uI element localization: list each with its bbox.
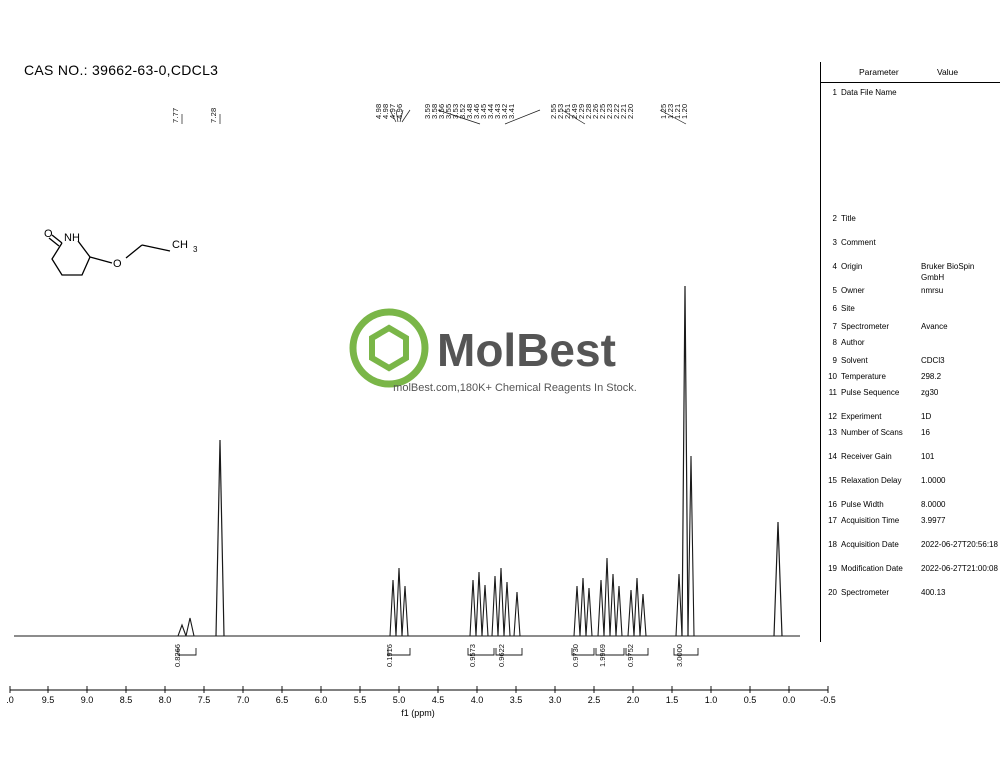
peak-label: 3.55 (444, 103, 453, 119)
peak-label: 3.44 (486, 103, 495, 119)
row-value: zg30 (921, 388, 939, 397)
nmr-spectrum-plot (0, 80, 820, 667)
row-value: Avance (921, 322, 948, 331)
peak-label: 1.21 (673, 103, 682, 119)
page-title: CAS NO.: 39662-63-0,CDCL3 (24, 62, 219, 78)
row-name: Relaxation Delay (841, 476, 902, 485)
row-index: 7 (832, 322, 837, 331)
structure-label-o1: O (44, 228, 53, 240)
row-name: Spectrometer (841, 588, 890, 597)
integral-label: 3.0000 (675, 644, 684, 667)
row-value: 8.0000 (921, 500, 946, 509)
row-name: Number of Scans (841, 428, 903, 437)
row-index: 9 (832, 356, 837, 365)
row-name: Pulse Sequence (841, 388, 900, 397)
peak-label: 2.53 (556, 103, 565, 119)
peak-label: 3.53 (451, 103, 460, 119)
row-index: 6 (832, 304, 837, 313)
axis-tick: 5.0 (392, 695, 406, 705)
structure-label-o2: O (113, 258, 122, 270)
row-index: 11 (828, 388, 837, 397)
row-index: 4 (832, 262, 837, 271)
row-index: 10 (828, 372, 837, 381)
row-index: 8 (832, 338, 837, 347)
parameter-table (820, 62, 1000, 642)
axis-tick: 8.5 (119, 695, 133, 705)
watermark-text: MolBest (437, 324, 616, 376)
peak-label: 3.43 (493, 103, 502, 119)
axis-tick: 1.0 (704, 695, 718, 705)
axis-tick: 0.5 (743, 695, 757, 705)
peak-label: 2.20 (626, 103, 635, 119)
row-name: Pulse Width (841, 500, 884, 509)
peak-label: 3.42 (500, 103, 509, 119)
row-value: Bruker BioSpin GmbH (921, 262, 975, 282)
row-index: 12 (828, 412, 837, 421)
row-name: Experiment (841, 412, 882, 421)
row-name: Acquisition Time (841, 516, 900, 525)
axis-tick: -0.5 (820, 695, 836, 705)
peak-label: 4.98 (381, 103, 390, 119)
row-value: nmrsu (921, 286, 944, 295)
row-name: Origin (841, 262, 863, 271)
row-index: 14 (828, 452, 837, 461)
peak-label: 2.25 (598, 103, 607, 119)
row-name: Acquisition Date (841, 540, 899, 549)
peak-label: 2.22 (612, 103, 621, 119)
row-value: 101 (921, 452, 935, 461)
peak-label: 3.41 (507, 103, 516, 119)
peak-label: 2.51 (563, 103, 572, 119)
axis-tick: 6.5 (275, 695, 289, 705)
integral-label: 1.9969 (598, 644, 607, 667)
peak-label: 2.55 (549, 103, 558, 119)
peak-label: 1.25 (659, 103, 668, 119)
peak-label: 1.23 (666, 103, 675, 119)
peak-label: 2.29 (577, 103, 586, 119)
row-index: 2 (832, 214, 837, 223)
integral-label: 0.9752 (626, 644, 635, 667)
axis-tick: 3.5 (509, 695, 523, 705)
axis-title: f1 (ppm) (401, 708, 435, 718)
axis-tick: 9.0 (80, 695, 94, 705)
x-axis (0, 686, 1000, 726)
axis-tick: 5.5 (353, 695, 367, 705)
axis-tick: 7.5 (197, 695, 211, 705)
axis-tick: 1.5 (665, 695, 679, 705)
row-value: 2022-06-27T20:56:18 (921, 540, 998, 549)
row-name: Modification Date (841, 564, 903, 573)
row-name: Owner (841, 286, 865, 295)
axis-tick: 2.5 (587, 695, 601, 705)
axis-tick: 6.0 (314, 695, 328, 705)
axis-tick: 2.0 (626, 695, 640, 705)
peak-label: 2.49 (570, 103, 579, 119)
row-value: CDCl3 (921, 356, 945, 365)
peak-label: 3.52 (458, 103, 467, 119)
peak-label: 3.59 (423, 103, 432, 119)
parameter-table-header (821, 62, 1000, 83)
row-name: Comment (841, 238, 876, 247)
structure-label-nh: NH (64, 232, 80, 244)
axis-tick: 8.0 (158, 695, 172, 705)
row-name: Spectrometer (841, 322, 890, 331)
structure-label-ch3-sub: 3 (193, 245, 198, 254)
row-index: 16 (828, 500, 837, 509)
axis-tick: 4.0 (470, 695, 484, 705)
row-index: 15 (828, 476, 837, 485)
peak-label: 4.96 (395, 103, 404, 119)
peak-label: 2.21 (619, 103, 628, 119)
row-index: 20 (828, 588, 837, 597)
integral-label: 0.1916 (385, 644, 394, 667)
axis-tick: 4.5 (431, 695, 445, 705)
row-index: 5 (832, 286, 837, 295)
row-index: 18 (828, 540, 837, 549)
row-value: 400.13 (921, 588, 946, 597)
row-name: Solvent (841, 356, 868, 365)
structure-label-ch3: CH (172, 239, 188, 251)
row-index: 13 (828, 428, 837, 437)
watermark-tagline: molBest.com,180K+ Chemical Reagents In Stock. (393, 382, 637, 394)
row-value: 298.2 (921, 372, 942, 381)
row-name: Author (841, 338, 865, 347)
integral-label: 0.9573 (468, 644, 477, 667)
peak-label: 2.26 (591, 103, 600, 119)
peak-label: 3.46 (472, 103, 481, 119)
row-index: 19 (828, 564, 837, 573)
peak-label: 2.23 (605, 103, 614, 119)
peak-label: 4.98 (374, 103, 383, 119)
row-value: 1D (921, 412, 932, 421)
row-value: 3.9977 (921, 516, 946, 525)
row-index: 17 (828, 516, 837, 525)
peak-label: 4.97 (388, 103, 397, 119)
integral-label: 0.9622 (497, 644, 506, 667)
peak-label: 3.45 (479, 103, 488, 119)
parameter-column-header: Parameter (859, 67, 899, 77)
peak-label: 7.28 (209, 107, 218, 123)
row-name: Site (841, 304, 855, 313)
axis-tick: .0 (6, 695, 14, 705)
peak-label: 3.58 (430, 103, 439, 119)
row-name: Data File Name (841, 88, 897, 97)
row-value: 16 (921, 428, 930, 437)
peak-label: 7.77 (171, 107, 180, 123)
integral-label: 0.8266 (173, 644, 182, 667)
value-column-header: Value (937, 67, 959, 77)
axis-tick: 3.0 (548, 695, 562, 705)
row-value: 1.0000 (921, 476, 946, 485)
row-index: 3 (832, 238, 837, 247)
row-index: 1 (832, 88, 837, 97)
axis-tick: 7.0 (236, 695, 250, 705)
row-value: 2022-06-27T21:00:08 (921, 564, 998, 573)
row-name: Receiver Gain (841, 452, 892, 461)
row-name: Title (841, 214, 856, 223)
peak-label: 3.56 (437, 103, 446, 119)
peak-label: 3.48 (465, 103, 474, 119)
row-name: Temperature (841, 372, 886, 381)
axis-tick: 9.5 (41, 695, 55, 705)
peak-label: 2.28 (584, 103, 593, 119)
peak-label: 1.20 (680, 103, 689, 119)
axis-tick: 0.0 (782, 695, 796, 705)
integral-label: 0.9730 (571, 644, 580, 667)
